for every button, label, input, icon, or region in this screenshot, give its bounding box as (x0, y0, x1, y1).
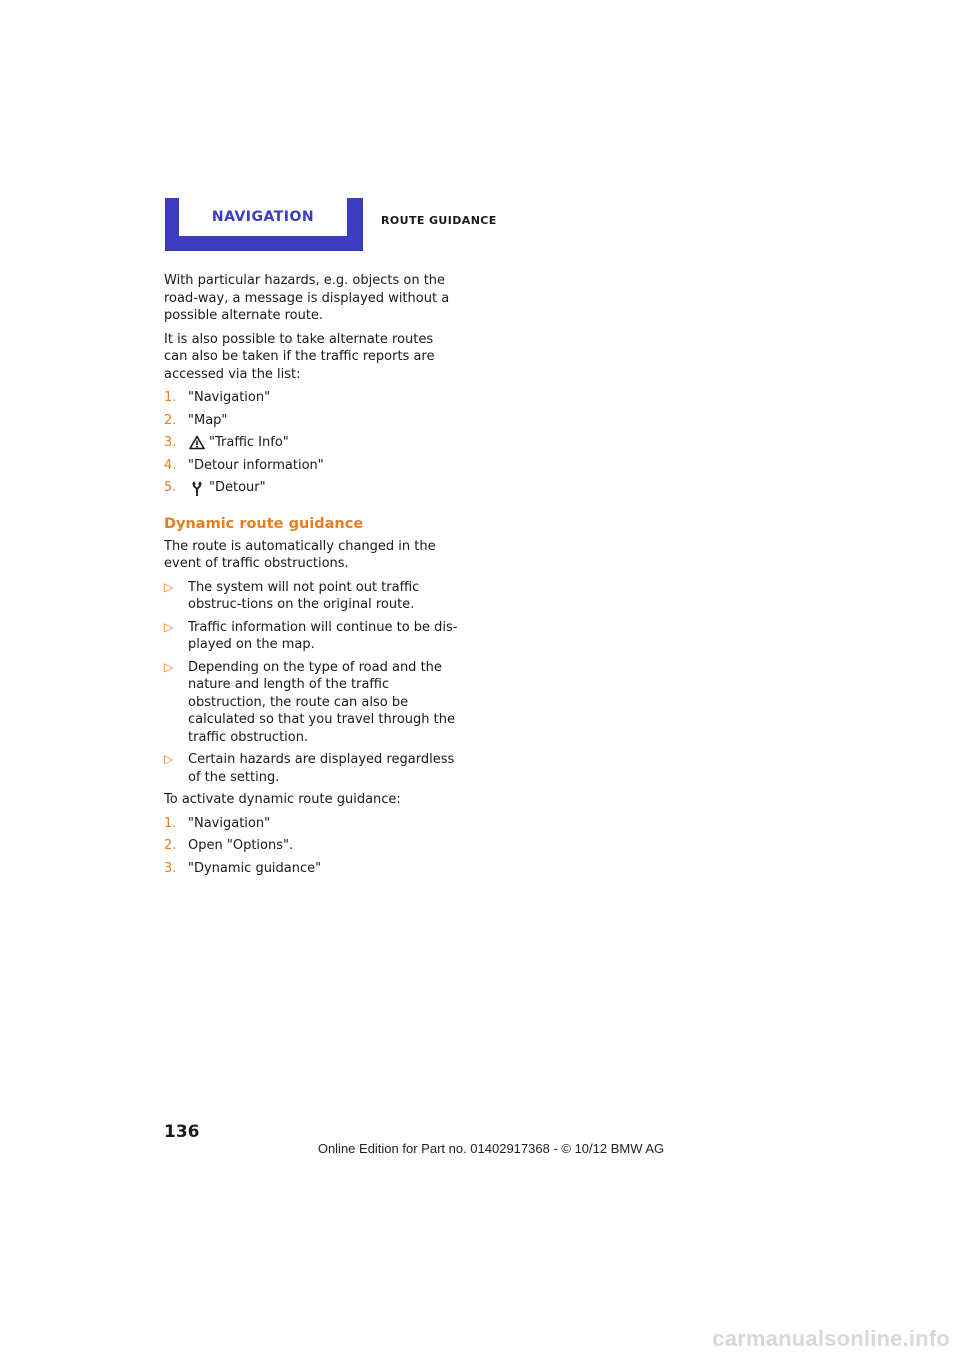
step-item (164, 860, 464, 878)
dynamic-bullets (164, 579, 464, 787)
bullet-item (164, 659, 464, 747)
step-number: 5. (164, 480, 177, 496)
bullet-item (164, 579, 464, 614)
step-number: 2. (164, 838, 177, 854)
step-text: "Detour information" (188, 457, 324, 473)
section-title: ROUTE GUIDANCE (381, 214, 497, 227)
detour-icon (188, 480, 206, 496)
chapter-title: NAVIGATION (211, 209, 315, 225)
bullet-marker: ▷ (164, 579, 174, 594)
warning-triangle-icon (188, 435, 206, 450)
step-item (164, 389, 464, 407)
bullet-item (164, 619, 464, 654)
step-item (164, 479, 464, 497)
intro-paragraph-2: It is also possible to take alternate routes can also be taken if the traffic reports are accessed via the list: (164, 331, 435, 382)
step-number: 1. (164, 815, 177, 831)
step-text: "Dynamic guidance" (188, 860, 322, 876)
activate-text: To activate dynamic route guidance: (164, 792, 401, 807)
page-content (164, 272, 464, 882)
section-heading: Dynamic route guidance (164, 515, 364, 532)
step-item (164, 815, 464, 833)
detour-steps (164, 389, 464, 497)
watermark: carmanualsonline.info (712, 1326, 950, 1351)
step-text: Open "Options". (188, 838, 294, 854)
step-text: "Detour" (209, 480, 266, 496)
bullet-text: The system will not point out traffic obstruc-tions on the original route. (188, 579, 420, 612)
step-item (164, 412, 464, 430)
chapter-tab (165, 198, 363, 251)
bullet-marker: ▷ (164, 752, 174, 766)
page-number: 136 (164, 1122, 200, 1142)
step-text: "Navigation" (188, 390, 271, 406)
bullet-text: Traffic information will continue to be dis-played on the map. (188, 619, 458, 652)
activate-steps (164, 815, 464, 878)
step-item (164, 457, 464, 475)
dynamic-intro: The route is automatically changed in the event of traffic obstructions. (164, 538, 436, 571)
step-number: 3. (164, 435, 177, 451)
step-number: 3. (164, 860, 177, 876)
footer (0, 1141, 960, 1156)
footer-text: Online Edition for Part no. 01402917368 - © 10/12 BMW AG (317, 1141, 665, 1156)
bullet-marker: ▷ (164, 619, 174, 634)
step-text: "Map" (188, 412, 228, 428)
step-number: 4. (164, 457, 177, 473)
bullet-text: Certain hazards are displayed regardless of the setting. (188, 752, 455, 785)
intro-paragraph-1: With particular hazards, e.g. objects on the road-way, a message is displayed without a possible alternate route. (164, 273, 450, 323)
step-number: 1. (164, 390, 177, 406)
bullet-marker: ▷ (164, 659, 174, 674)
step-item (164, 837, 464, 855)
bullet-text: Depending on the type of road and the nature and length of the traffic obstruction, the route can also be calculated so that you travel through the traffic obstruction. (188, 659, 455, 745)
step-item (164, 434, 464, 452)
step-text: "Navigation" (188, 815, 271, 831)
step-text: "Traffic Info" (209, 435, 289, 451)
step-number: 2. (164, 412, 177, 428)
chapter-tab-inner (179, 198, 347, 236)
bullet-item (164, 751, 464, 786)
